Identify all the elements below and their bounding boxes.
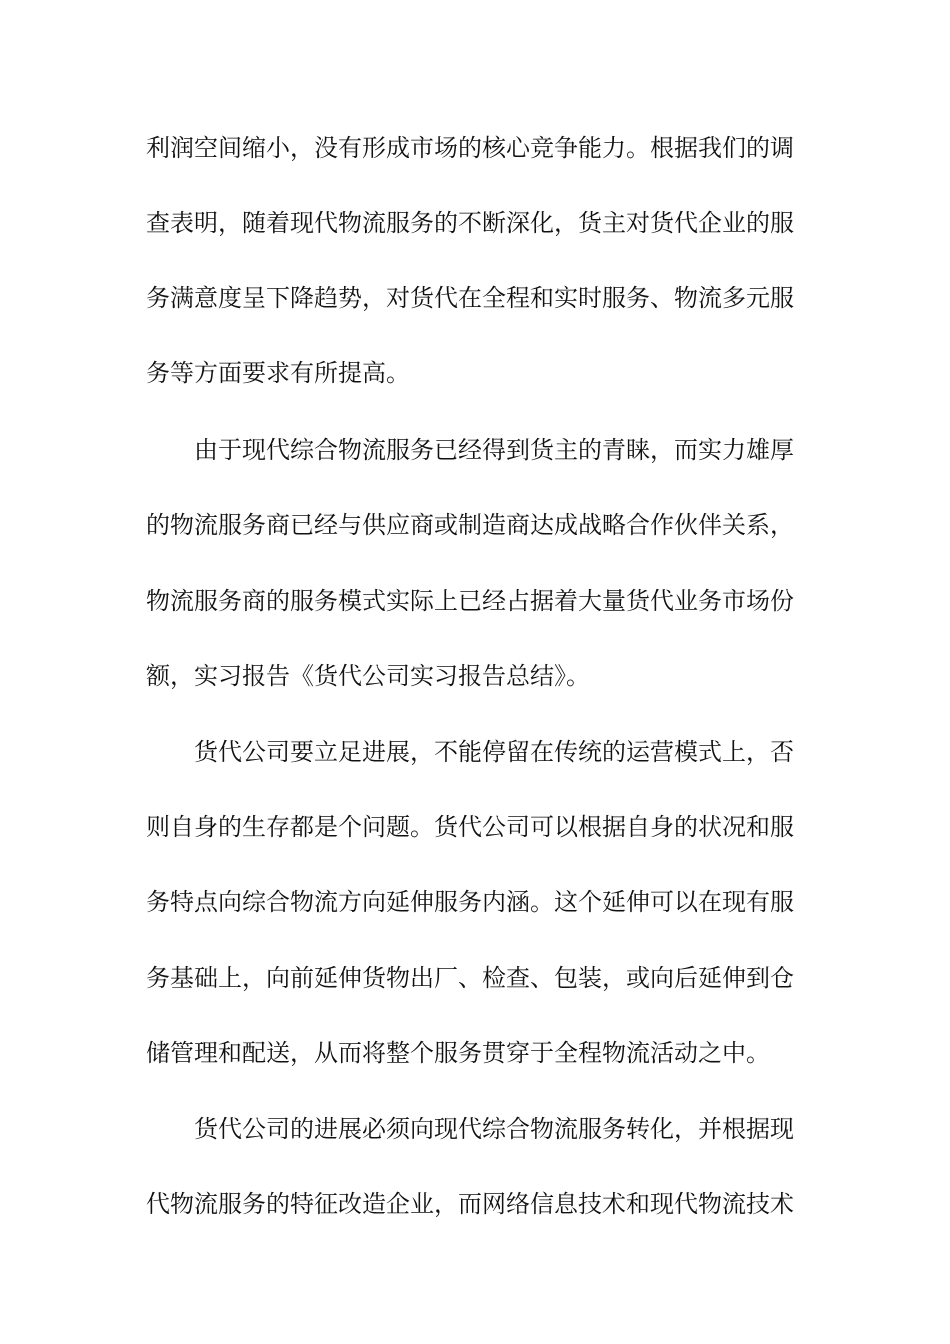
text-line: 务基础上，向前延伸货物出厂、检查、包装，或向后延伸到仓	[146, 964, 794, 992]
paragraph-start-line: 由于现代综合物流服务已经得到货主的青睐，而实力雄厚	[194, 436, 794, 464]
paragraph-start-line: 货代公司的进展必须向现代综合物流服务转化，并根据现	[194, 1115, 794, 1143]
text-line: 物流服务商的服务模式实际上已经占据着大量货代业务市场份	[146, 587, 794, 615]
text-line: 务特点向综合物流方向延伸服务内涵。这个延伸可以在现有服	[146, 888, 794, 916]
text-line: 代物流服务的特征改造企业，而网络信息技术和现代物流技术	[146, 1190, 794, 1218]
text-line: 额，实习报告《货代公司实习报告总结》。	[146, 662, 590, 690]
text-line: 查表明，随着现代物流服务的不断深化，货主对货代企业的服	[146, 209, 794, 237]
text-line: 利润空间缩小，没有形成市场的核心竞争能力。根据我们的调	[146, 134, 794, 162]
paragraph-start-line: 货代公司要立足进展，不能停留在传统的运营模式上，否	[194, 738, 794, 766]
text-line: 务等方面要求有所提高。	[146, 359, 410, 387]
text-line: 储管理和配送，从而将整个服务贯穿于全程物流活动之中。	[146, 1039, 770, 1067]
text-line: 务满意度呈下降趋势，对货代在全程和实时服务、物流多元服	[146, 284, 794, 312]
text-line: 则自身的生存都是个问题。货代公司可以根据自身的状况和服	[146, 813, 794, 841]
text-line: 的物流服务商已经与供应商或制造商达成战略合作伙伴关系，	[146, 511, 794, 539]
